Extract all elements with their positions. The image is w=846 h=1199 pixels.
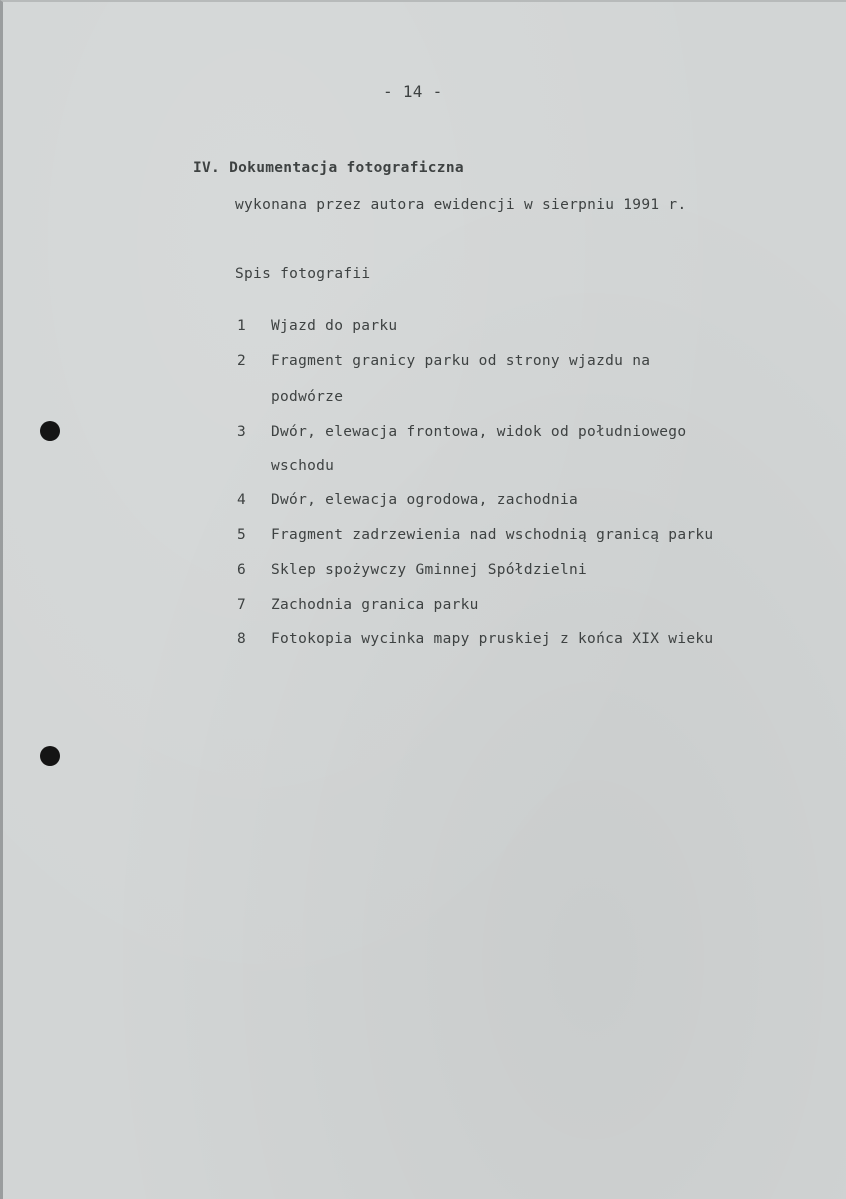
item-text: Wjazd do parku <box>271 318 398 334</box>
item-number: 2 <box>237 353 246 369</box>
item-number: 7 <box>237 597 246 613</box>
item-text: Sklep spożywczy Gminnej Spółdzielni <box>271 562 588 578</box>
punch-hole <box>40 421 60 441</box>
item-text: Fragment zadrzewienia nad wschodnią granicą parku <box>271 527 714 543</box>
item-text-continuation: wschodu <box>271 458 335 474</box>
item-number: 4 <box>237 492 246 508</box>
section-title: IV. Dokumentacja fotograficzna <box>193 160 464 176</box>
item-number: 6 <box>237 562 246 578</box>
item-text: Fotokopia wycinka mapy pruskiej z końca XIX wieku <box>271 631 714 647</box>
item-number: 5 <box>237 527 246 543</box>
item-text: Zachodnia granica parku <box>271 597 479 613</box>
section-subtitle: wykonana przez autora ewidencji w sierpniu 1991 r. <box>235 197 687 213</box>
item-text: Fragment granicy parku od strony wjazdu na <box>271 353 651 369</box>
item-text-continuation: podwórze <box>271 389 344 405</box>
item-text: Dwór, elewacja frontowa, widok od południowego <box>271 424 687 440</box>
photo-list-heading: Spis fotografii <box>235 266 371 282</box>
item-text: Dwór, elewacja ogrodowa, zachodnia <box>271 492 579 508</box>
item-number: 8 <box>237 631 246 647</box>
item-number: 3 <box>237 424 246 440</box>
page-number: - 14 - <box>383 82 443 101</box>
punch-hole <box>40 746 60 766</box>
item-number: 1 <box>237 318 246 334</box>
